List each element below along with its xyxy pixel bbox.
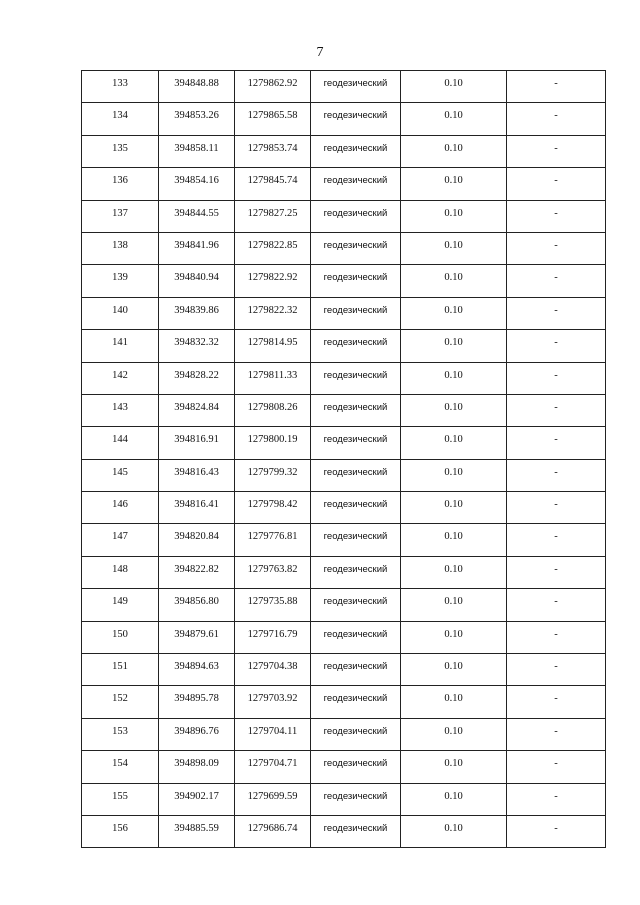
note-cell: -	[507, 524, 606, 556]
table-row	[82, 297, 606, 329]
y-coordinate-cell: 1279699.59	[235, 783, 311, 815]
note-cell: -	[507, 232, 606, 264]
y-coordinate-cell: 1279686.74	[235, 815, 311, 847]
point-number-cell: 141	[82, 330, 159, 362]
note-cell: -	[507, 297, 606, 329]
table-row	[82, 394, 606, 426]
accuracy-cell: 0.10	[401, 297, 507, 329]
x-coordinate-cell: 394839.86	[159, 297, 235, 329]
x-coordinate-cell: 394856.80	[159, 589, 235, 621]
accuracy-cell: 0.10	[401, 718, 507, 750]
x-coordinate-cell: 394895.78	[159, 686, 235, 718]
note-cell: -	[507, 362, 606, 394]
method-cell: геодезический	[311, 394, 401, 426]
note-cell: -	[507, 556, 606, 588]
note-cell: -	[507, 621, 606, 653]
note-cell: -	[507, 751, 606, 783]
method-cell: геодезический	[311, 751, 401, 783]
table-row	[82, 427, 606, 459]
accuracy-cell: 0.10	[401, 654, 507, 686]
method-cell: геодезический	[311, 783, 401, 815]
y-coordinate-cell: 1279845.74	[235, 168, 311, 200]
table-row	[82, 103, 606, 135]
coordinates-table-body	[82, 71, 606, 848]
y-coordinate-cell: 1279704.71	[235, 751, 311, 783]
point-number-cell: 145	[82, 459, 159, 491]
method-cell: геодезический	[311, 168, 401, 200]
table-row	[82, 815, 606, 847]
table-row	[82, 621, 606, 653]
page-number: 7	[316, 45, 324, 60]
y-coordinate-cell: 1279865.58	[235, 103, 311, 135]
table-row	[82, 168, 606, 200]
x-coordinate-cell: 394896.76	[159, 718, 235, 750]
table-row	[82, 654, 606, 686]
point-number-cell: 136	[82, 168, 159, 200]
x-coordinate-cell: 394828.22	[159, 362, 235, 394]
accuracy-cell: 0.10	[401, 492, 507, 524]
y-coordinate-cell: 1279814.95	[235, 330, 311, 362]
y-coordinate-cell: 1279703.92	[235, 686, 311, 718]
x-coordinate-cell: 394816.91	[159, 427, 235, 459]
accuracy-cell: 0.10	[401, 168, 507, 200]
point-number-cell: 137	[82, 200, 159, 232]
x-coordinate-cell: 394832.32	[159, 330, 235, 362]
y-coordinate-cell: 1279799.32	[235, 459, 311, 491]
coordinates-table	[81, 70, 606, 848]
x-coordinate-cell: 394824.84	[159, 394, 235, 426]
method-cell: геодезический	[311, 815, 401, 847]
point-number-cell: 134	[82, 103, 159, 135]
table-row	[82, 459, 606, 491]
x-coordinate-cell: 394816.41	[159, 492, 235, 524]
table-row	[82, 265, 606, 297]
note-cell: -	[507, 589, 606, 621]
accuracy-cell: 0.10	[401, 135, 507, 167]
x-coordinate-cell: 394820.84	[159, 524, 235, 556]
table-row	[82, 751, 606, 783]
y-coordinate-cell: 1279763.82	[235, 556, 311, 588]
method-cell: геодезический	[311, 686, 401, 718]
note-cell: -	[507, 394, 606, 426]
accuracy-cell: 0.10	[401, 459, 507, 491]
method-cell: геодезический	[311, 265, 401, 297]
table-row	[82, 135, 606, 167]
x-coordinate-cell: 394853.26	[159, 103, 235, 135]
table-row	[82, 330, 606, 362]
note-cell: -	[507, 815, 606, 847]
point-number-cell: 133	[82, 71, 159, 103]
note-cell: -	[507, 686, 606, 718]
point-number-cell: 138	[82, 232, 159, 264]
point-number-cell: 148	[82, 556, 159, 588]
accuracy-cell: 0.10	[401, 815, 507, 847]
point-number-cell: 154	[82, 751, 159, 783]
method-cell: геодезический	[311, 459, 401, 491]
note-cell: -	[507, 459, 606, 491]
method-cell: геодезический	[311, 103, 401, 135]
x-coordinate-cell: 394894.63	[159, 654, 235, 686]
accuracy-cell: 0.10	[401, 265, 507, 297]
y-coordinate-cell: 1279704.11	[235, 718, 311, 750]
accuracy-cell: 0.10	[401, 200, 507, 232]
note-cell: -	[507, 265, 606, 297]
method-cell: геодезический	[311, 718, 401, 750]
accuracy-cell: 0.10	[401, 524, 507, 556]
x-coordinate-cell: 394858.11	[159, 135, 235, 167]
table-row	[82, 783, 606, 815]
accuracy-cell: 0.10	[401, 427, 507, 459]
method-cell: геодезический	[311, 621, 401, 653]
point-number-cell: 142	[82, 362, 159, 394]
y-coordinate-cell: 1279827.25	[235, 200, 311, 232]
y-coordinate-cell: 1279735.88	[235, 589, 311, 621]
accuracy-cell: 0.10	[401, 686, 507, 718]
note-cell: -	[507, 330, 606, 362]
point-number-cell: 140	[82, 297, 159, 329]
method-cell: геодезический	[311, 427, 401, 459]
x-coordinate-cell: 394848.88	[159, 71, 235, 103]
method-cell: геодезический	[311, 232, 401, 264]
point-number-cell: 147	[82, 524, 159, 556]
accuracy-cell: 0.10	[401, 783, 507, 815]
table-row	[82, 524, 606, 556]
method-cell: геодезический	[311, 556, 401, 588]
y-coordinate-cell: 1279822.85	[235, 232, 311, 264]
method-cell: геодезический	[311, 200, 401, 232]
table-row	[82, 492, 606, 524]
y-coordinate-cell: 1279776.81	[235, 524, 311, 556]
y-coordinate-cell: 1279822.32	[235, 297, 311, 329]
method-cell: геодезический	[311, 330, 401, 362]
x-coordinate-cell: 394822.82	[159, 556, 235, 588]
x-coordinate-cell: 394816.43	[159, 459, 235, 491]
point-number-cell: 155	[82, 783, 159, 815]
note-cell: -	[507, 427, 606, 459]
note-cell: -	[507, 718, 606, 750]
y-coordinate-cell: 1279811.33	[235, 362, 311, 394]
accuracy-cell: 0.10	[401, 232, 507, 264]
y-coordinate-cell: 1279704.38	[235, 654, 311, 686]
table-row	[82, 362, 606, 394]
point-number-cell: 143	[82, 394, 159, 426]
note-cell: -	[507, 135, 606, 167]
accuracy-cell: 0.10	[401, 751, 507, 783]
point-number-cell: 149	[82, 589, 159, 621]
note-cell: -	[507, 103, 606, 135]
point-number-cell: 153	[82, 718, 159, 750]
point-number-cell: 150	[82, 621, 159, 653]
note-cell: -	[507, 168, 606, 200]
y-coordinate-cell: 1279808.26	[235, 394, 311, 426]
y-coordinate-cell: 1279800.19	[235, 427, 311, 459]
y-coordinate-cell: 1279798.42	[235, 492, 311, 524]
table-row	[82, 71, 606, 103]
note-cell: -	[507, 783, 606, 815]
method-cell: геодезический	[311, 654, 401, 686]
note-cell: -	[507, 492, 606, 524]
x-coordinate-cell: 394898.09	[159, 751, 235, 783]
y-coordinate-cell: 1279853.74	[235, 135, 311, 167]
point-number-cell: 144	[82, 427, 159, 459]
accuracy-cell: 0.10	[401, 556, 507, 588]
accuracy-cell: 0.10	[401, 589, 507, 621]
x-coordinate-cell: 394844.55	[159, 200, 235, 232]
point-number-cell: 152	[82, 686, 159, 718]
method-cell: геодезический	[311, 71, 401, 103]
point-number-cell: 151	[82, 654, 159, 686]
accuracy-cell: 0.10	[401, 362, 507, 394]
x-coordinate-cell: 394902.17	[159, 783, 235, 815]
table-row	[82, 556, 606, 588]
x-coordinate-cell: 394879.61	[159, 621, 235, 653]
x-coordinate-cell: 394854.16	[159, 168, 235, 200]
method-cell: геодезический	[311, 362, 401, 394]
y-coordinate-cell: 1279716.79	[235, 621, 311, 653]
method-cell: геодезический	[311, 589, 401, 621]
point-number-cell: 156	[82, 815, 159, 847]
accuracy-cell: 0.10	[401, 394, 507, 426]
point-number-cell: 146	[82, 492, 159, 524]
x-coordinate-cell: 394885.59	[159, 815, 235, 847]
x-coordinate-cell: 394841.96	[159, 232, 235, 264]
table-row	[82, 686, 606, 718]
y-coordinate-cell: 1279862.92	[235, 71, 311, 103]
accuracy-cell: 0.10	[401, 103, 507, 135]
table-row	[82, 232, 606, 264]
point-number-cell: 139	[82, 265, 159, 297]
accuracy-cell: 0.10	[401, 71, 507, 103]
table-row	[82, 589, 606, 621]
table-row	[82, 200, 606, 232]
method-cell: геодезический	[311, 297, 401, 329]
note-cell: -	[507, 200, 606, 232]
accuracy-cell: 0.10	[401, 330, 507, 362]
note-cell: -	[507, 654, 606, 686]
accuracy-cell: 0.10	[401, 621, 507, 653]
method-cell: геодезический	[311, 524, 401, 556]
method-cell: геодезический	[311, 135, 401, 167]
note-cell: -	[507, 71, 606, 103]
x-coordinate-cell: 394840.94	[159, 265, 235, 297]
y-coordinate-cell: 1279822.92	[235, 265, 311, 297]
point-number-cell: 135	[82, 135, 159, 167]
table-row	[82, 718, 606, 750]
method-cell: геодезический	[311, 492, 401, 524]
